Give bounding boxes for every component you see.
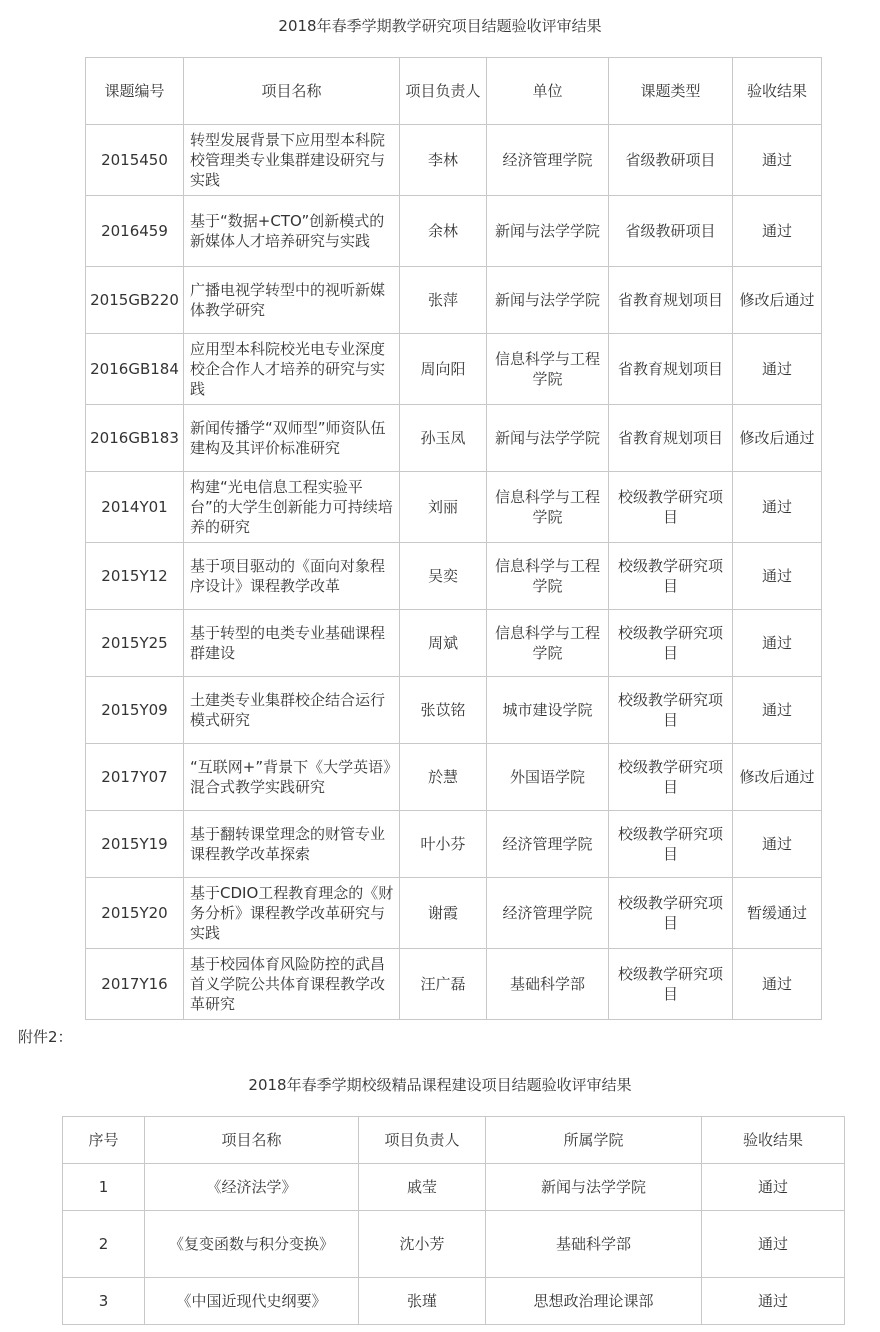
- cell-department: 新闻与法学学院: [487, 267, 609, 334]
- table-row: [86, 334, 822, 405]
- cell-project-leader: 周斌: [400, 610, 487, 677]
- table-row: [86, 610, 822, 677]
- cell-project-type: 校级教学研究项目: [609, 811, 733, 878]
- table2-title: 2018年春季学期校级精品课程建设项目结题验收评审结果: [248, 1076, 632, 1094]
- cell-result: 通过: [733, 949, 822, 1020]
- cell-department: 信息科学与工程学院: [487, 334, 609, 405]
- cell-project-code: 2015Y12: [86, 543, 184, 610]
- cell-project-name: 广播电视学转型中的视听新媒体教学研究: [184, 267, 400, 334]
- table-row: [86, 125, 822, 196]
- cell-result: 通过: [733, 677, 822, 744]
- cell-department: 经济管理学院: [487, 878, 609, 949]
- cell-project-leader: 谢霞: [400, 878, 487, 949]
- cell-project-code: 2016GB184: [86, 334, 184, 405]
- cell-result: 修改后通过: [733, 744, 822, 811]
- cell-course-leader: 戚莹: [359, 1164, 486, 1211]
- cell-course-name: 《复变函数与积分变换》: [145, 1211, 359, 1278]
- cell-college: 新闻与法学学院: [486, 1164, 702, 1211]
- header-project-code: 课题编号: [86, 58, 184, 125]
- cell-project-name: 基于CDIO工程教育理念的《财务分析》课程教学改革研究与实践: [184, 878, 400, 949]
- cell-department: 信息科学与工程学院: [487, 610, 609, 677]
- cell-index: 2: [63, 1211, 145, 1278]
- cell-project-code: 2015Y20: [86, 878, 184, 949]
- attachment-label: 附件2：: [18, 1028, 73, 1046]
- header-project-type: 课题类型: [609, 58, 733, 125]
- cell-department: 新闻与法学学院: [487, 196, 609, 267]
- cell-project-type: 省教育规划项目: [609, 405, 733, 472]
- cell-result: 通过: [733, 610, 822, 677]
- table-row: [86, 405, 822, 472]
- cell-project-type: 校级教学研究项目: [609, 744, 733, 811]
- cell-project-leader: 孙玉凤: [400, 405, 487, 472]
- cell-department: 外国语学院: [487, 744, 609, 811]
- cell-project-type: 省教育规划项目: [609, 267, 733, 334]
- cell-course-name: 《经济法学》: [145, 1164, 359, 1211]
- cell-project-name: 应用型本科院校光电专业深度校企合作人才培养的研究与实践: [184, 334, 400, 405]
- header-project-name: 项目名称: [184, 58, 400, 125]
- cell-project-type: 校级教学研究项目: [609, 677, 733, 744]
- cell-department: 经济管理学院: [487, 811, 609, 878]
- cell-college: 基础科学部: [486, 1211, 702, 1278]
- cell-project-code: 2015Y25: [86, 610, 184, 677]
- header-project-leader: 项目负责人: [400, 58, 487, 125]
- cell-project-leader: 余林: [400, 196, 487, 267]
- cell-project-type: 校级教学研究项目: [609, 949, 733, 1020]
- cell-project-name: 土建类专业集群校企结合运行模式研究: [184, 677, 400, 744]
- cell-project-leader: 李林: [400, 125, 487, 196]
- cell-project-code: 2014Y01: [86, 472, 184, 543]
- table-header-row: [63, 1117, 845, 1164]
- header-course-name: 项目名称: [145, 1117, 359, 1164]
- cell-project-code: 2015450: [86, 125, 184, 196]
- cell-project-name: 基于“数据+CTO”创新模式的新媒体人才培养研究与实践: [184, 196, 400, 267]
- cell-department: 经济管理学院: [487, 125, 609, 196]
- cell-department: 城市建设学院: [487, 677, 609, 744]
- cell-result: 通过: [733, 334, 822, 405]
- table-row: [86, 196, 822, 267]
- table-row: [63, 1164, 845, 1211]
- cell-project-name: 基于校园体育风险防控的武昌首义学院公共体育课程教学改革研究: [184, 949, 400, 1020]
- header-department: 单位: [487, 58, 609, 125]
- cell-project-name: 转型发展背景下应用型本科院校管理类专业集群建设研究与实践: [184, 125, 400, 196]
- cell-project-type: 省教育规划项目: [609, 334, 733, 405]
- cell-project-name: 新闻传播学“双师型”师资队伍建构及其评价标准研究: [184, 405, 400, 472]
- cell-project-type: 校级教学研究项目: [609, 543, 733, 610]
- cell-result: 通过: [733, 472, 822, 543]
- cell-project-leader: 叶小芬: [400, 811, 487, 878]
- cell-department: 新闻与法学学院: [487, 405, 609, 472]
- table-row: [86, 744, 822, 811]
- cell-project-type: 校级教学研究项目: [609, 610, 733, 677]
- cell-project-code: 2016GB183: [86, 405, 184, 472]
- table-row: [63, 1211, 845, 1278]
- cell-course-leader: 张瑾: [359, 1278, 486, 1325]
- cell-index: 1: [63, 1164, 145, 1211]
- table-header-row: [86, 58, 822, 125]
- cell-result: 修改后通过: [733, 267, 822, 334]
- cell-project-leader: 吴奕: [400, 543, 487, 610]
- cell-project-code: 2017Y07: [86, 744, 184, 811]
- cell-result: 通过: [733, 196, 822, 267]
- cell-project-name: 基于项目驱动的《面向对象程序设计》课程教学改革: [184, 543, 400, 610]
- cell-department: 基础科学部: [487, 949, 609, 1020]
- cell-result: 暂缓通过: [733, 878, 822, 949]
- table-row: [63, 1278, 845, 1325]
- cell-project-code: 2015Y19: [86, 811, 184, 878]
- cell-project-leader: 汪广磊: [400, 949, 487, 1020]
- cell-project-code: 2016459: [86, 196, 184, 267]
- cell-college: 思想政治理论课部: [486, 1278, 702, 1325]
- quality-course-results-table: [62, 1116, 845, 1325]
- teaching-research-results-table: [85, 57, 822, 1020]
- header-course-leader: 项目负责人: [359, 1117, 486, 1164]
- cell-department: 信息科学与工程学院: [487, 543, 609, 610]
- cell-course-leader: 沈小芳: [359, 1211, 486, 1278]
- table1-title: 2018年春季学期教学研究项目结题验收评审结果: [278, 17, 602, 35]
- cell-project-code: 2015GB220: [86, 267, 184, 334]
- cell-result: 通过: [733, 125, 822, 196]
- cell-index: 3: [63, 1278, 145, 1325]
- table-row: [86, 677, 822, 744]
- cell-result: 通过: [702, 1164, 845, 1211]
- cell-project-code: 2017Y16: [86, 949, 184, 1020]
- cell-result: 通过: [733, 543, 822, 610]
- cell-result: 修改后通过: [733, 405, 822, 472]
- cell-project-type: 校级教学研究项目: [609, 878, 733, 949]
- header-college: 所属学院: [486, 1117, 702, 1164]
- cell-project-leader: 张苡铭: [400, 677, 487, 744]
- table-row: [86, 543, 822, 610]
- cell-project-type: 省级教研项目: [609, 125, 733, 196]
- cell-result: 通过: [702, 1278, 845, 1325]
- cell-project-leader: 刘丽: [400, 472, 487, 543]
- header-index: 序号: [63, 1117, 145, 1164]
- cell-result: 通过: [733, 811, 822, 878]
- cell-project-leader: 周向阳: [400, 334, 487, 405]
- cell-project-name: 构建“光电信息工程实验平台”的大学生创新能力可持续培养的研究: [184, 472, 400, 543]
- cell-project-name: 基于翻转课堂理念的财管专业课程教学改革探索: [184, 811, 400, 878]
- cell-department: 信息科学与工程学院: [487, 472, 609, 543]
- cell-course-name: 《中国近现代史纲要》: [145, 1278, 359, 1325]
- cell-project-code: 2015Y09: [86, 677, 184, 744]
- cell-project-name: “互联网+”背景下《大学英语》混合式教学实践研究: [184, 744, 400, 811]
- table-row: [86, 878, 822, 949]
- table-row: [86, 949, 822, 1020]
- cell-project-leader: 於慧: [400, 744, 487, 811]
- table-row: [86, 267, 822, 334]
- header-result: 验收结果: [733, 58, 822, 125]
- cell-project-type: 校级教学研究项目: [609, 472, 733, 543]
- table-row: [86, 811, 822, 878]
- cell-project-name: 基于转型的电类专业基础课程群建设: [184, 610, 400, 677]
- cell-result: 通过: [702, 1211, 845, 1278]
- header-result: 验收结果: [702, 1117, 845, 1164]
- cell-project-leader: 张萍: [400, 267, 487, 334]
- table-row: [86, 472, 822, 543]
- cell-project-type: 省级教研项目: [609, 196, 733, 267]
